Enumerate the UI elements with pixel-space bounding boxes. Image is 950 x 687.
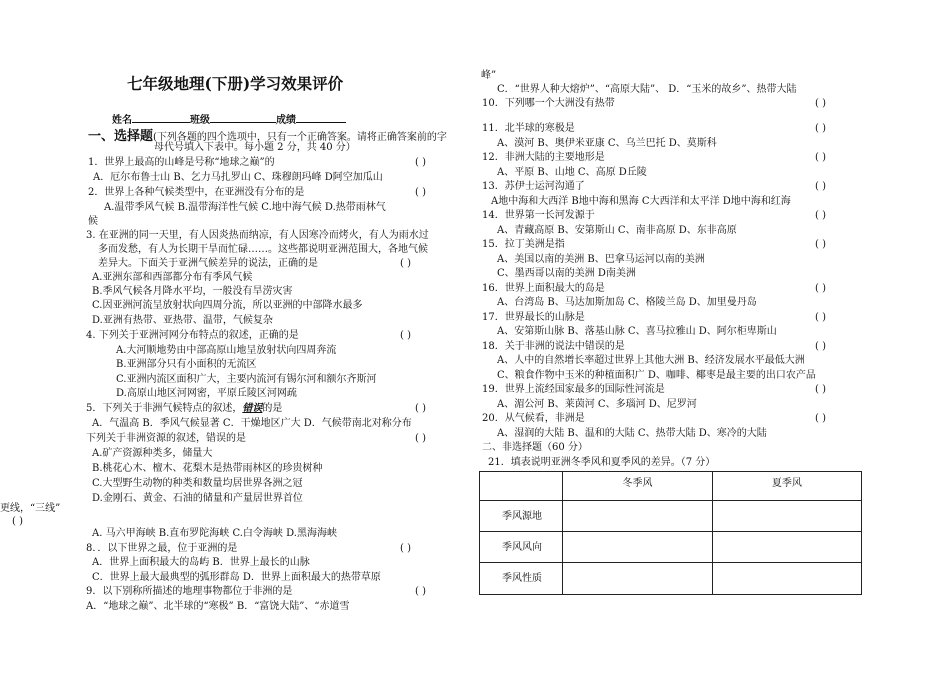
student-info-line (112, 113, 346, 126)
cell-summer-direction[interactable] (712, 532, 861, 563)
q14-stem: 14．世界第一长河发源于 (482, 210, 595, 221)
q8-stem: 8．．以下世界之最，位于亚洲的是 (86, 543, 238, 554)
q3-stem-b: 多而发愁，有人为长期干旱而忙碌……。这些都说明亚洲范围大，各地气候 (98, 244, 428, 255)
q5-answer-bracket[interactable]: ( ) (415, 403, 426, 414)
cell-winter-source[interactable] (563, 501, 712, 532)
q14-answer-bracket[interactable]: ( ) (815, 210, 826, 221)
q5-options: A．气温高 B．季风气候显著 C．干燥地区广大 D．气候带南北对称分布 (92, 418, 412, 429)
q6-option-a: A.矿产资源种类多，储量大 (92, 448, 213, 459)
q17-stem: 17．世界最长的山脉是 (482, 312, 585, 323)
q12-answer-bracket[interactable]: ( ) (815, 152, 826, 163)
q2-stem: 2．世界上各种气候类型中，在亚洲没有分布的是 (88, 187, 305, 198)
q4-option-d: D.高原山地区河网密，平原丘陵区河网疏 (116, 388, 297, 399)
q3-option-d: D.亚洲有热带、亚热带、温带，气候复杂 (92, 315, 273, 326)
row-label-source: 季风源地 (480, 501, 563, 532)
q2-options-tail: 候 (88, 216, 98, 227)
q8-options-ab: A．世界上面积最大的岛屿 B．世界上最长的山脉 (92, 557, 310, 568)
q9-options-cd: C．“世界人种大熔炉”、“高原大陆”、 D．“玉米的故乡”、热带大陆 (497, 84, 797, 95)
q18-stem: 18．关于非洲的说法中错误的是 (482, 341, 625, 352)
table-row (480, 532, 862, 563)
q13-options: A地中海和大西洋 B地中海和黑海 C大西洋和太平洋 D地中海和红海 (491, 196, 791, 207)
q4-stem: 4. 下列关于亚洲河网分布特点的叙述，正确的是 (86, 330, 299, 341)
q16-stem: 16．世界上面积最大的岛是 (482, 283, 605, 294)
table-row (480, 563, 862, 595)
q20-options: A、湿润的大陆 B、温和的大陆 C、热带大陆 D、寒冷的大陆 (497, 428, 767, 439)
q20-answer-bracket[interactable]: ( ) (815, 413, 826, 424)
q4-option-b: B.亚洲部分只有小面积的无流区 (116, 359, 257, 370)
table-header-cell (480, 472, 563, 501)
q7-answer-bracket[interactable]: ( ) (12, 516, 23, 527)
q4-option-c: C.亚洲内流区面积广大，主要内流河有锡尔河和额尔齐斯河 (116, 374, 377, 385)
q4-option-a: A.大河顺地势由中部高原山地呈放射状向四周奔流 (116, 345, 337, 356)
q15-options-cd: C、墨西哥以南的美洲 D南美洲 (497, 268, 636, 279)
q10-stem: 10．下列哪一个大洲没有热带 (482, 98, 615, 109)
q5-stem-post: 的是 (262, 403, 283, 414)
q18-answer-bracket[interactable]: ( ) (815, 341, 826, 352)
cell-winter-direction[interactable] (563, 532, 712, 563)
table-row (480, 501, 862, 532)
q6-answer-bracket[interactable]: ( ) (415, 433, 426, 444)
q14-options: A、青藏高原 B、安第斯山 C、南非高原 D、东非高原 (497, 225, 737, 236)
row-label-direction: 季风风向 (480, 532, 563, 563)
cell-summer-source[interactable] (712, 501, 861, 532)
q2-answer-bracket[interactable]: ( ) (415, 187, 426, 198)
q5-stem-pre: 5．下列关于非洲气候特点的叙述， (86, 403, 243, 414)
q3-option-b: B.季风气候各月降水平均，一般没有旱涝灾害 (92, 286, 293, 297)
row-label-property: 季风性质 (480, 563, 563, 595)
q10-answer-bracket[interactable]: ( ) (815, 98, 826, 109)
q8-answer-bracket[interactable]: ( ) (400, 543, 411, 554)
q3-answer-bracket[interactable]: ( ) (400, 258, 411, 269)
q11-options: A、漠河 B、奥伊米亚康 C、乌兰巴托 D、莫斯科 (497, 138, 717, 149)
name-label: 姓名 (112, 115, 132, 126)
q7-stem-fragment: 更线，“三线” (0, 503, 61, 514)
q9-stem: 9．以下别称所描述的地理事物都位于非洲的是 (86, 586, 293, 597)
score-label: 成绩 (276, 115, 296, 126)
q18-options-ab: A、人中的自然增长率超过世界上其他大洲 B、经济发展水平最低大洲 (497, 355, 805, 366)
cell-winter-property[interactable] (563, 563, 712, 595)
q21-stem: 21．填表说明亚洲冬季风和夏季风的差异。（7 分） (488, 457, 716, 468)
q3-option-a: A.亚洲东部和西部都分布有季风气候 (92, 272, 253, 283)
page-title: 七年级地理(下册)学习效果评价 (127, 74, 344, 93)
q17-answer-bracket[interactable]: ( ) (815, 312, 826, 323)
table-header-winter: 冬季风 (563, 472, 712, 501)
q19-stem: 19．世界上流经国家最多的国际性河流是 (482, 384, 665, 395)
q6-option-d: D.金刚石、黄金、石油的储量和产量居世界首位 (92, 493, 303, 504)
q2-options: A.温带季风气候 B.温带海洋性气候 C.地中海气候 D.热带雨林气 (104, 202, 386, 213)
q5-stem-emphasis: 错误 (242, 403, 263, 414)
q1-answer-bracket[interactable]: ( ) (415, 157, 426, 168)
section1-heading (88, 127, 447, 143)
q11-stem: 11．北半球的寒极是 (482, 123, 575, 134)
q3-option-c: C.因亚洲河流呈放射状向四周分流，所以亚洲的中部降水最多 (92, 300, 363, 311)
q6-option-c: C.大型野生动物的种类和数量均居世界各洲之冠 (92, 478, 303, 489)
q19-answer-bracket[interactable]: ( ) (815, 384, 826, 395)
q5-stem (86, 404, 282, 414)
section1-desc: (下列各题的四个选项中，只有一个正确答案。请将正确答案前的字 (153, 132, 447, 143)
q16-options: A、台湾岛 B、马达加斯加岛 C、格陵兰岛 D、加里曼丹岛 (497, 297, 757, 308)
class-label: 班级 (190, 115, 210, 126)
q13-answer-bracket[interactable]: ( ) (815, 181, 826, 192)
q15-stem: 15．拉丁美洲是指 (482, 239, 565, 250)
q6-option-b: B.桃花心木、檀木、花梨木是热带雨林区的珍贵树种 (92, 463, 323, 474)
q12-options: A、平原 B、山地 C、高原 D丘陵 (497, 167, 647, 178)
q8-options-cd: C．世界上最大最典型的弧形群岛 D．世界上面积最大的热带草原 (92, 572, 381, 583)
table-header-summer: 夏季风 (712, 472, 861, 501)
q1-options: A．厄尔布鲁士山 B、乞力马扎罗山 C、珠穆朗玛峰 D阿空加瓜山 (93, 172, 383, 183)
q6-stem: 下列关于非洲资源的叙述，错误的是 (86, 433, 246, 444)
name-blank[interactable] (132, 113, 190, 123)
q15-answer-bracket[interactable]: ( ) (815, 239, 826, 250)
q1-stem: 1．世界上最高的山峰是号称“地球之巅”的 (88, 157, 275, 168)
q19-options: A、湄公河 B、莱茵河 C、多瑙河 D、尼罗河 (497, 399, 697, 410)
q3-stem-a: 3. 在亚洲的同一天里，有人因炎热而纳凉，有人因寒冷而烤火，有人为雨水过 (86, 230, 429, 241)
section1-desc-cont: 母代号填入下表中。每小题 2 分，共 40 分） (154, 142, 356, 153)
section1-label: 一、选择题 (88, 129, 154, 144)
table-header-row (480, 472, 862, 501)
q9-answer-bracket[interactable]: ( ) (415, 586, 426, 597)
q3-stem-c: 差异大。下面关于亚洲气候差异的说法，正确的是 (98, 258, 318, 269)
q13-stem: 13．苏伊士运河沟通了 (482, 181, 585, 192)
q4-answer-bracket[interactable]: ( ) (400, 330, 411, 341)
q12-stem: 12．非洲大陆的主要地形是 (482, 152, 605, 163)
class-blank[interactable] (210, 113, 276, 123)
section2-heading: 二、非选择题（60 分） (482, 442, 588, 453)
q15-options-ab: A、美国以南的美洲 B、巴拿马运河以南的美洲 (497, 254, 705, 265)
monsoon-table (479, 471, 862, 595)
q17-options: A、安第斯山脉 B、落基山脉 C、喜马拉雅山 D、阿尔柜卑斯山 (497, 326, 777, 337)
q9-options-cont: 峰” (481, 70, 497, 81)
q9-options: A．“地球之巅”、北半球的“寒极” B．“富饶大陆”、“赤道雪 (86, 601, 350, 612)
q7-options: A. 马六甲海峡 B.直布罗陀海峡 C.白令海峡 D.黑海海峡 (92, 528, 337, 539)
cell-summer-property[interactable] (712, 563, 861, 595)
q11-answer-bracket[interactable]: ( ) (815, 123, 826, 134)
q20-stem: 20．从气候看，非洲是 (482, 413, 585, 424)
score-blank[interactable] (296, 113, 346, 123)
q16-answer-bracket[interactable]: ( ) (815, 283, 826, 294)
q18-options-cd: C、粮食作物中玉米的种植面积广 D、咖啡、椰枣是最主要的出口农产品 (497, 370, 816, 381)
